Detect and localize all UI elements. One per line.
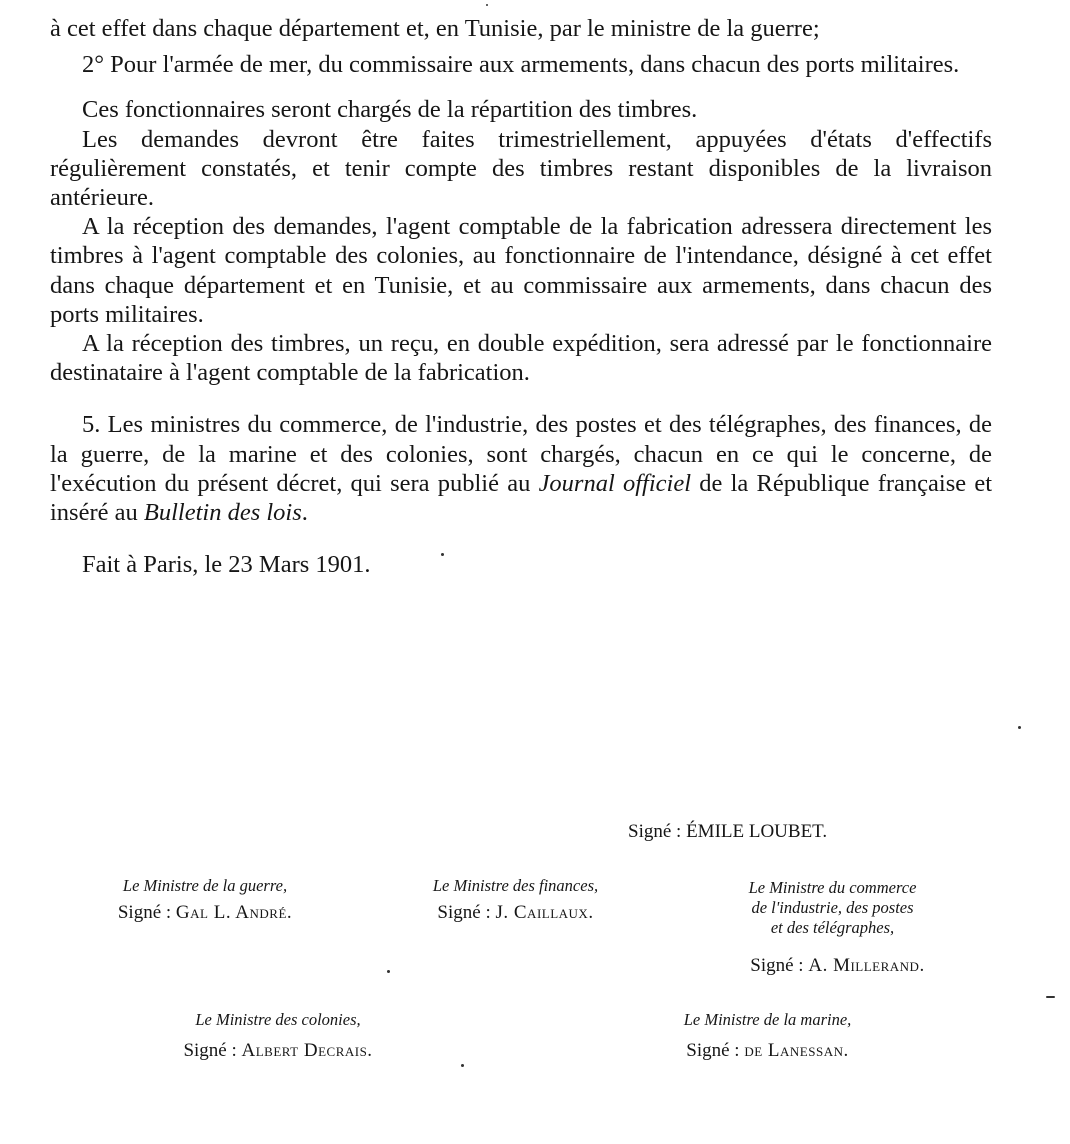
signatory-name: Albert Decrais. [241, 1040, 373, 1061]
paragraph-demandes: Les demandes devront être faites trimestriellement, appuyées d'états d'effectifs régulièrement constatés, et tenir compte des timbres restant disponibles de la livraison antérieure. [50, 125, 992, 212]
signature-prefix: Signé : [183, 1040, 242, 1061]
minister-role-line-3: et des télégraphes, [770, 918, 895, 937]
bulletin-des-lois-title: Bulletin des lois [143, 499, 302, 527]
signature-prefix: Signé : [628, 821, 687, 842]
article-5-text-b: de la République française et inséré au [50, 469, 993, 527]
minister-role: Le Ministre des colonies, [195, 1010, 361, 1029]
signature-line [60, 902, 350, 924]
paragraph-armee-de-mer: 2° Pour l'armée de mer, du commissaire aux armements, dans chacun des ports militaires. [82, 51, 960, 79]
minister-role: Le Ministre de la marine, [683, 1010, 852, 1029]
print-speck [1046, 996, 1055, 998]
signature-prefix: Signé : [750, 955, 809, 976]
signature-commerce [690, 878, 975, 976]
signatory-name: ÉMILE LOUBET. [686, 821, 828, 842]
paragraph-continuation: à cet effet dans chaque département et, en Tunisie, par le ministre de la guerre; [50, 15, 820, 42]
journal-officiel-title: Journal officiel [538, 469, 692, 497]
signature-finances [383, 876, 648, 924]
signatory-name: A. Millerand. [808, 955, 925, 976]
paragraph-fonctionnaires: Ces fonctionnaires seront chargés de la répartition des timbres. [82, 96, 698, 124]
signatory-name: de Lanessan. [744, 1040, 849, 1061]
signature-line [383, 902, 648, 924]
signature-marine [620, 1010, 915, 1062]
print-speck [441, 553, 444, 556]
paragraph-reception-demandes: A la réception des demandes, l'agent comptable de la fabrication adressera directement les timbres à l'agent comptable des colonies, au fonctionnaire de l'intendance, désigné à cet effet dans chaque département et en Tunisie, et au commissaire aux armements, dans chacun des ports militaires. [50, 213, 992, 328]
signature-prefix: Signé : [437, 902, 496, 923]
signature-line [620, 1040, 915, 1062]
date-line: Fait à Paris, le 23 Mars 1901. [82, 551, 371, 579]
signature-guerre [60, 876, 350, 924]
signature-president [628, 821, 827, 843]
minister-role: Le Ministre des finances, [432, 876, 599, 895]
print-speck [461, 1064, 464, 1067]
minister-role-line-2: de l'industrie, des postes [751, 898, 914, 917]
signature-line [118, 1040, 438, 1062]
article-5 [50, 410, 992, 527]
minister-role-line-1: Le Ministre du commerce [748, 878, 917, 897]
paragraph-reception-timbres: A la réception des timbres, un reçu, en double expédition, sera adressé par le fonctionnaire destinataire à l'agent comptable de la fabrication. [50, 330, 992, 387]
minister-role: Le Ministre de la guerre, [122, 876, 288, 895]
signature-line [690, 956, 975, 976]
signature-colonies [118, 1010, 438, 1062]
decree-text [50, 14, 992, 579]
print-speck [1018, 726, 1021, 729]
print-speck [486, 4, 488, 6]
signature-prefix: Signé : [686, 1040, 745, 1061]
article-5-text-end: . [301, 499, 308, 527]
article-5-text-a: 5. Les ministres du commerce, de l'industrie, des postes et des télégraphes, des finances, de la guerre, de la marine et des colonies, sont chargés, chacun en ce qui le concerne, de l'exécution du présent décret, qui sera publié au [50, 411, 992, 497]
print-speck [387, 970, 390, 973]
signatory-name: Gal L. André. [175, 902, 293, 923]
signature-prefix: Signé : [117, 902, 176, 923]
signatory-name: J. Caillaux. [495, 902, 594, 923]
